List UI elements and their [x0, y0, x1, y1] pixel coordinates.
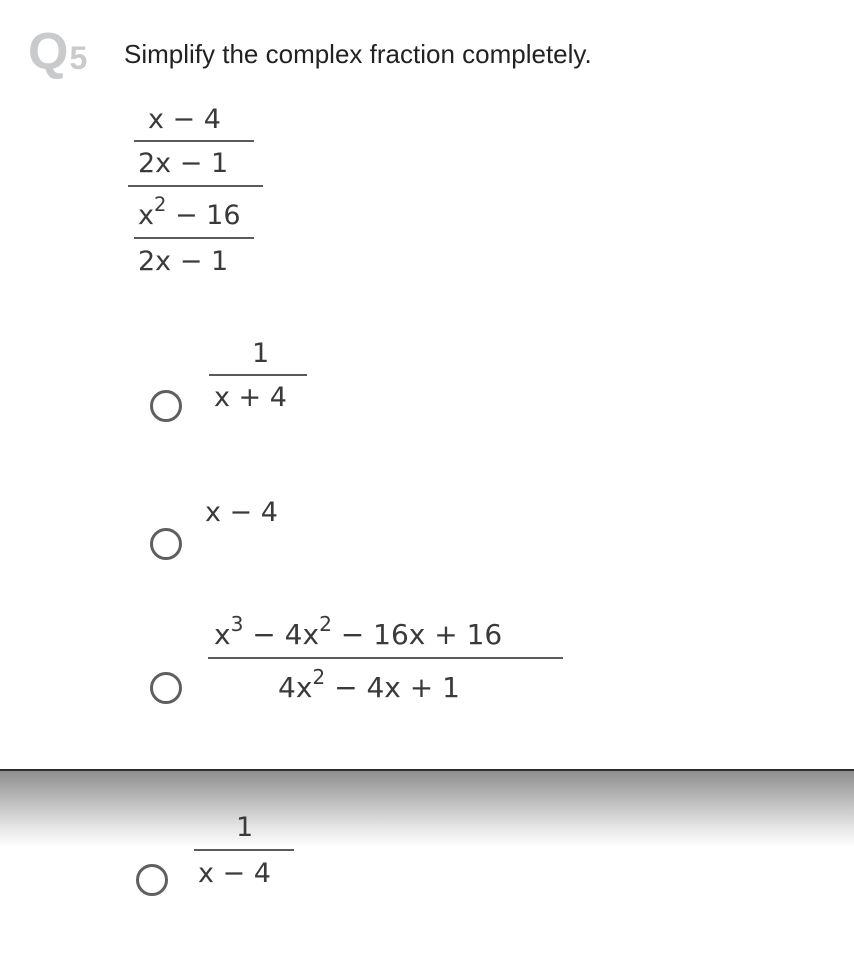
- option-3-fraction-bar: [208, 657, 563, 659]
- option-1-fraction-bar: [209, 374, 307, 376]
- option-4-numerator: 1: [236, 812, 254, 843]
- section-shadow: [0, 771, 854, 847]
- problem-main-fraction-bar: [128, 185, 263, 187]
- problem-top-numerator: x − 4: [148, 104, 221, 135]
- question-number: [28, 23, 88, 81]
- option-4-radio[interactable]: [136, 864, 168, 896]
- question-number-prefix: Q: [28, 23, 69, 81]
- option-4-fraction-bar: [194, 849, 294, 851]
- option-3-radio[interactable]: [150, 672, 182, 704]
- option-4-denominator: x − 4: [198, 858, 271, 889]
- option-1-numerator: 1: [252, 338, 270, 369]
- problem-bottom-fraction-bar: [134, 237, 254, 239]
- question-number-value: 5: [69, 40, 88, 76]
- problem-bottom-denominator: 2x − 1: [138, 246, 229, 277]
- option-2-radio[interactable]: [150, 528, 182, 560]
- option-2-expression: x − 4: [205, 497, 278, 528]
- problem-top-denominator: 2x − 1: [138, 148, 229, 179]
- option-1-radio[interactable]: [150, 390, 182, 422]
- option-3-numerator: $x^3 - 4x^2 - 16x + 16$: [214, 611, 503, 651]
- problem-bottom-numerator: $x^2 - 16$: [138, 193, 241, 231]
- option-1-denominator: x + 4: [214, 382, 287, 413]
- option-3-denominator: $4x^2 - 4x + 1$: [278, 664, 460, 704]
- question-prompt: Simplify the complex fraction completely.: [124, 39, 592, 69]
- problem-top-fraction-bar: [134, 140, 254, 142]
